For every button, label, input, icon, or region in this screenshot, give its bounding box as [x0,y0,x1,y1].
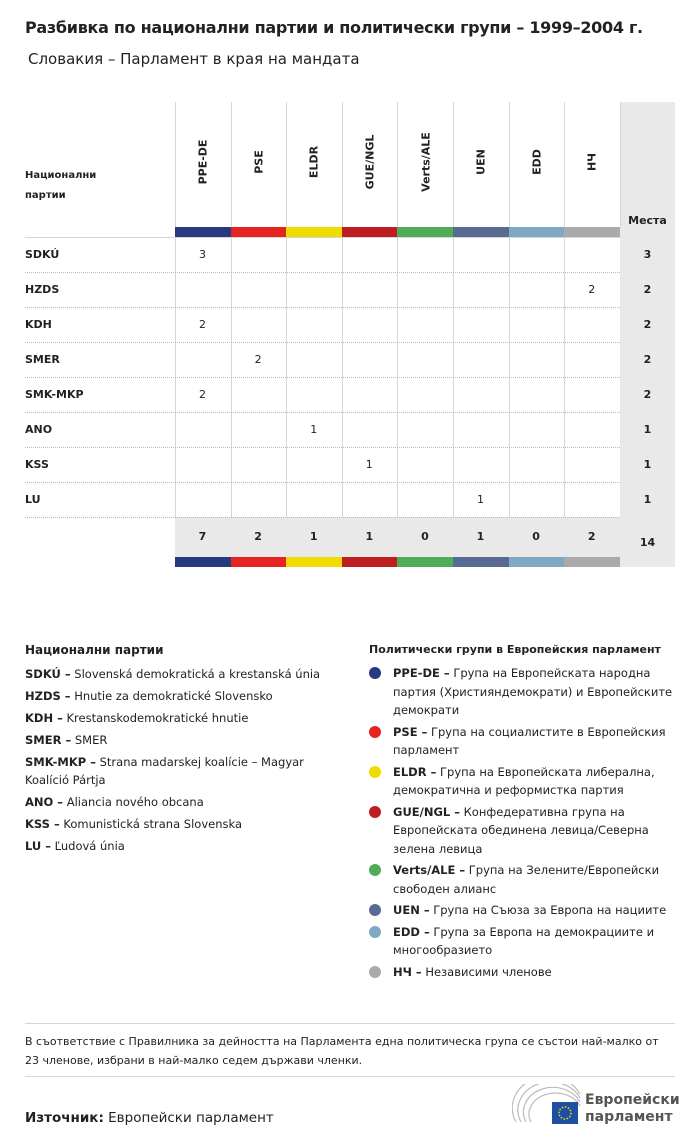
column-header-uen [453,102,509,227]
hemicycle-icon [512,1084,582,1128]
table-cell: 3 [199,248,206,261]
group-legend-item [369,803,679,859]
seats-cell: 2 [643,353,652,366]
seats-cell: 2 [643,388,652,401]
group-abbr: НЧ – [393,964,422,979]
group-color-bar [286,557,342,567]
column-header-vertsale [397,102,453,227]
row-label-lu: LU [25,493,41,506]
party-abbr: KSS – [25,817,60,831]
group-color-dot-icon [369,864,381,876]
party-name: Ľudová únia [54,839,125,853]
divider [25,1076,675,1077]
column-header-label: EDD [530,149,544,175]
party-abbr: SMER – [25,733,72,747]
column-header-label: UEN [474,149,488,175]
table-cell: 1 [310,423,318,436]
party-abbr: KDH – [25,711,63,725]
group-color-bar [231,227,287,237]
column-header-label: PSE [252,150,266,174]
row-label-smer: SMER [25,353,60,366]
row-divider [25,412,620,413]
row-label-kss: KSS [25,458,49,471]
source [25,1110,274,1126]
row-divider [25,517,620,518]
column-header-label: PPE-DE [196,139,210,185]
party-legend-item [25,665,345,683]
column-divider [620,102,621,227]
group-color-bar [509,557,565,567]
group-color-bar [342,227,398,237]
row-divider [25,307,620,308]
total-cell: 2 [254,530,262,543]
group-name: Група на социалистите в Европейския парламент [393,724,666,757]
party-legend-item [25,837,345,855]
party-legend-item [25,731,345,749]
group-abbr: ELDR – [393,764,437,779]
group-name: Група на Съюза за Европа на нациите [433,903,667,917]
group-color-bar [175,557,231,567]
divider [25,1023,675,1024]
column-header- [564,102,620,227]
party-legend-item [25,709,345,727]
seats-cell: 3 [643,248,652,261]
page-title: Разбивка по национални партии и политически групи – 1999–2004 г. [25,18,643,37]
party-abbr: SDKÚ – [25,667,71,681]
party-name: Aliancia nového obcana [66,795,204,809]
row-divider [25,377,620,378]
seats-cell: 2 [643,283,652,296]
seats-cell: 1 [643,493,652,506]
seats-cell: 2 [643,318,652,331]
group-legend-item [369,664,679,720]
group-name: Група на Зелените/Европейски свободен алианс [393,863,660,896]
group-name: Група на Европейската либерална, демократична и реформистка партия [393,764,655,797]
table-cell: 2 [588,283,596,296]
group-legend-item [369,923,679,960]
seats-header-label: Места [628,214,667,227]
party-legend-item [25,687,345,705]
legend-title: Политически групи в Европейския парламент [369,643,661,656]
party-abbr: LU – [25,839,52,853]
table-cell: 1 [365,458,373,471]
column-header-label: НЧ [585,152,599,172]
row-label-hzds: HZDS [25,283,60,296]
group-color-dot-icon [369,766,381,778]
footnote: В съответствие с Правилника за дейността на Парламента една политическа група се състои най-малко от 23 членове, избрани в най-малко седем държави членки. [25,1035,659,1067]
table-cell: 1 [477,493,484,506]
row-label-sdkú: SDKÚ [25,248,60,261]
row-divider [25,272,620,273]
group-abbr: PPE-DE – [393,666,450,680]
column-header-label: GUE/NGL [363,134,377,190]
seats-cell: 1 [643,458,652,471]
party-abbr: ANO – [25,795,64,809]
total-cell: 1 [309,530,318,543]
national-parties-legend [25,643,345,859]
logo-text [585,1092,680,1126]
total-cell: 2 [587,530,596,543]
row-divider [25,237,620,238]
group-color-bar [397,557,453,567]
party-name: Krestanskodemokratické hnutie [66,711,249,725]
column-header-pse [231,102,287,227]
group-color-bar [453,227,509,237]
column-header-guengl [342,102,398,227]
page-subtitle: Словакия – Парламент в края на мандата [28,50,360,68]
group-color-bar [286,227,342,237]
party-abbr: HZDS – [25,689,71,703]
political-groups-legend [369,643,679,984]
party-name: Strana madarskej koalície – Magyar Koalíció Pártja [25,755,304,787]
group-color-dot-icon [369,667,381,679]
group-name: Група на Европейската народна партия (Християндемократи) и Европейските демократи [393,666,673,717]
group-color-dot-icon [369,904,381,916]
table-cell: 2 [199,318,206,331]
group-color-dot-icon [369,926,381,938]
group-abbr: Verts/ALE – [393,863,466,877]
row-divider [25,342,620,343]
column-header-label: Verts/ALE [419,132,433,192]
legend-title: Национални партии [25,643,164,657]
party-legend-item [25,815,345,833]
party-legend-item [25,753,345,789]
source-label: Източник: [25,1110,104,1126]
party-name: SMER [74,733,108,747]
group-color-bar [564,227,620,237]
group-abbr: GUE/NGL – [393,804,460,819]
total-cell: 7 [198,530,207,543]
row-divider [25,447,620,448]
group-legend-item [369,963,679,982]
row-header-label: Национални партии [25,170,97,201]
row-label-kdh: KDH [25,318,52,331]
logo-line: Европейски [585,1092,680,1108]
group-legend-item [369,901,679,920]
logo-line: парламент [585,1109,673,1125]
seats-cell: 1 [643,423,652,436]
row-label-smk-mkp: SMK-MKP [25,388,84,401]
table-cell: 2 [254,353,262,366]
total-cell: 1 [476,530,485,543]
table-cell: 2 [199,388,206,401]
group-name: Конфедеративна група на Европейската обединена левица/Северна зелена левица [393,804,649,856]
group-abbr: EDD – [393,924,430,939]
group-abbr: UEN – [393,903,430,917]
group-color-dot-icon [369,806,381,818]
total-cell: 0 [421,530,429,543]
group-color-bar [509,227,565,237]
party-abbr: SMK-MKP – [25,755,96,769]
group-abbr: PSE – [393,724,428,739]
party-legend-item [25,793,345,811]
row-divider [25,482,620,483]
group-legend-item [369,861,679,898]
total-seats-cell: 14 [639,536,656,549]
group-color-bar [175,227,231,237]
source-value: Европейски парламент [108,1110,274,1126]
group-color-dot-icon [369,966,381,978]
column-header-edd [509,102,565,227]
row-label-ano: ANO [25,423,53,436]
party-name: Komunistická strana Slovenska [63,817,242,831]
group-legend-item [369,763,679,800]
group-color-bar [231,557,287,567]
group-name: Независими членове [425,964,552,979]
group-legend-item [369,723,679,760]
group-color-bar [397,227,453,237]
group-color-bar [342,557,398,567]
group-color-bar [564,557,620,567]
party-name: Slovenská demokratická a krestanská únia [74,667,321,681]
column-header-ppede [175,102,231,227]
party-name: Hnutie za demokratické Slovensko [74,689,273,703]
group-color-bar [453,557,509,567]
group-name: Група за Европа на демокрациите и многообразието [393,924,655,957]
total-cell: 1 [365,530,374,543]
group-color-dot-icon [369,726,381,738]
column-header-label: ELDR [307,145,321,179]
total-cell: 0 [532,530,540,543]
column-header-eldr [286,102,342,227]
